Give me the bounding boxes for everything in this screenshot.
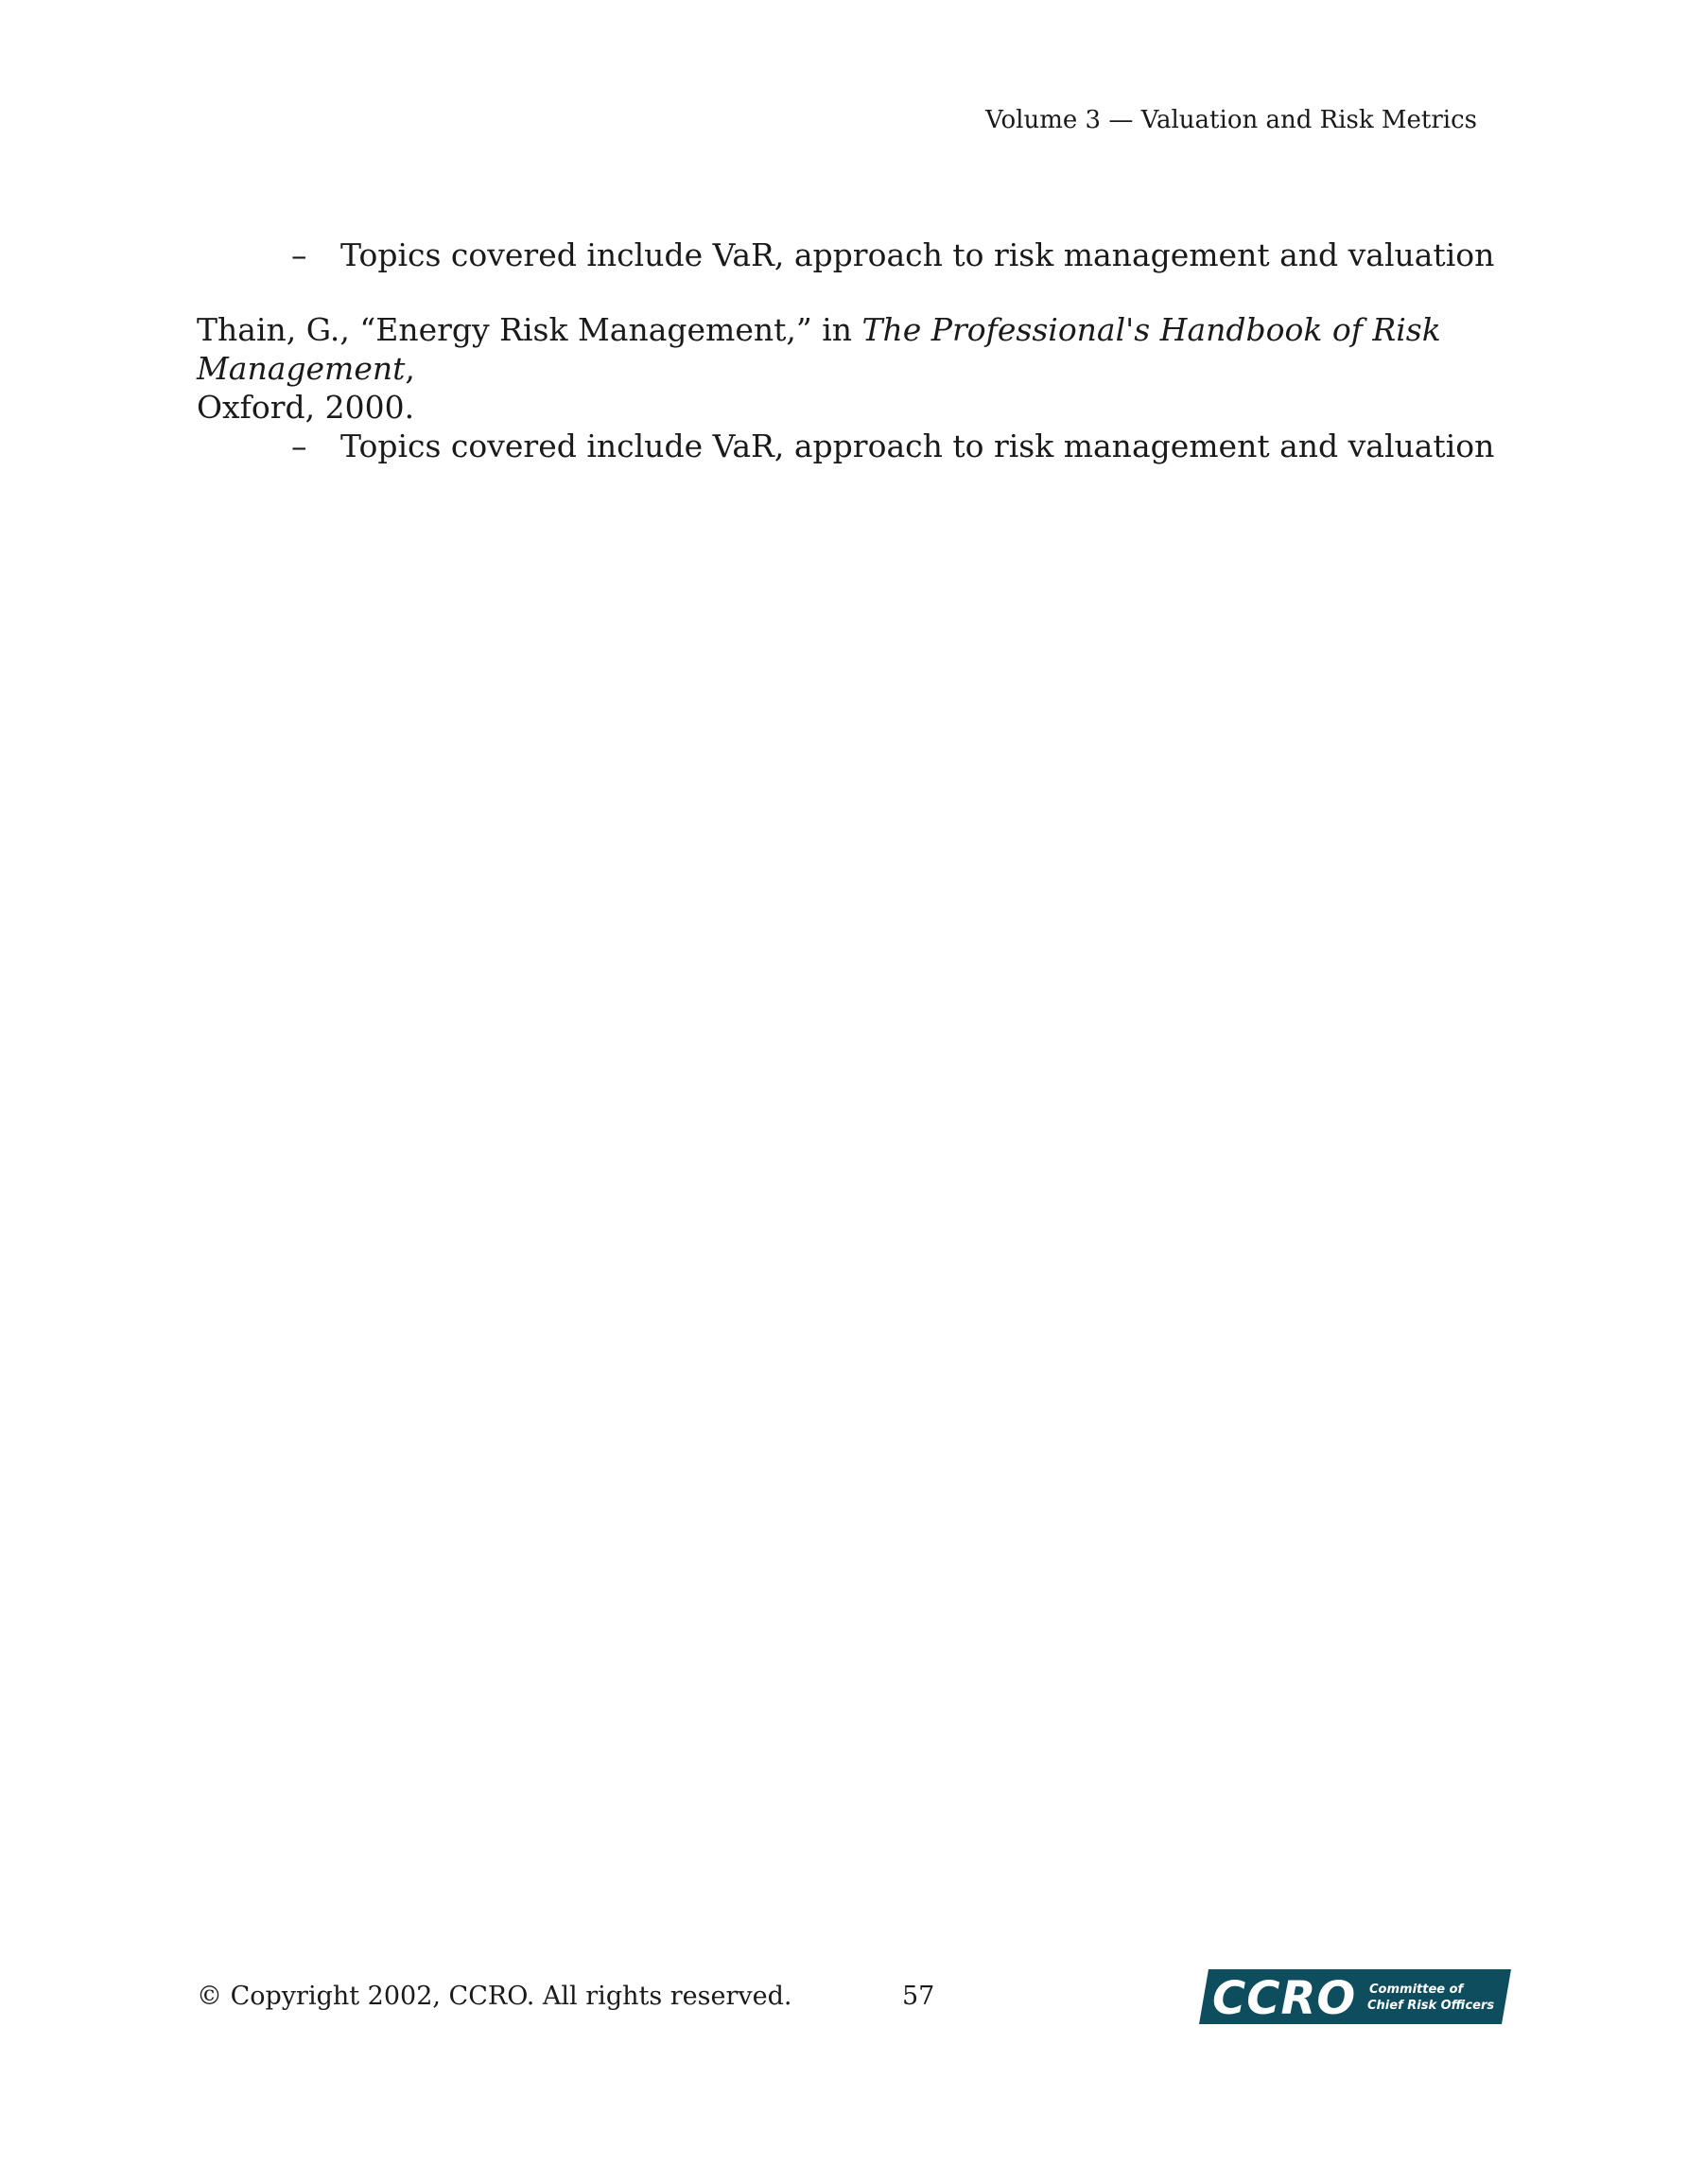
bullet-text: Topics covered include VaR, approach to risk management and valuation	[340, 236, 1495, 273]
reference-comma: ,	[405, 350, 415, 387]
logo-tagline-1: Committee of	[1369, 1983, 1464, 1997]
logo-wordmark: CCRO	[1212, 1972, 1357, 2024]
logo-tagline-2: Chief Risk Officers	[1367, 1999, 1495, 2013]
bullet-item	[291, 236, 1494, 273]
footer-copyright: © Copyright 2002, CCRO. All rights reserved.	[197, 1982, 792, 2011]
bullet-text: Topics covered include VaR, approach to risk management and valuation	[340, 428, 1495, 464]
reference-book-title: The Professional's Handbook of Risk Management	[197, 311, 1441, 387]
reference-entry	[197, 310, 1464, 427]
bullet-marker: –	[291, 236, 307, 273]
bullet-item	[291, 428, 1494, 464]
running-header: Volume 3 — Valuation and Risk Metrics	[985, 106, 1477, 134]
bullet-marker: –	[291, 428, 307, 464]
page-number: 57	[902, 1982, 935, 2011]
reference-publisher: Oxford, 2000.	[197, 389, 415, 426]
reference-author: Thain, G., “Energy Risk Management,” in	[197, 311, 862, 348]
ccro-logo	[1199, 1969, 1511, 2024]
